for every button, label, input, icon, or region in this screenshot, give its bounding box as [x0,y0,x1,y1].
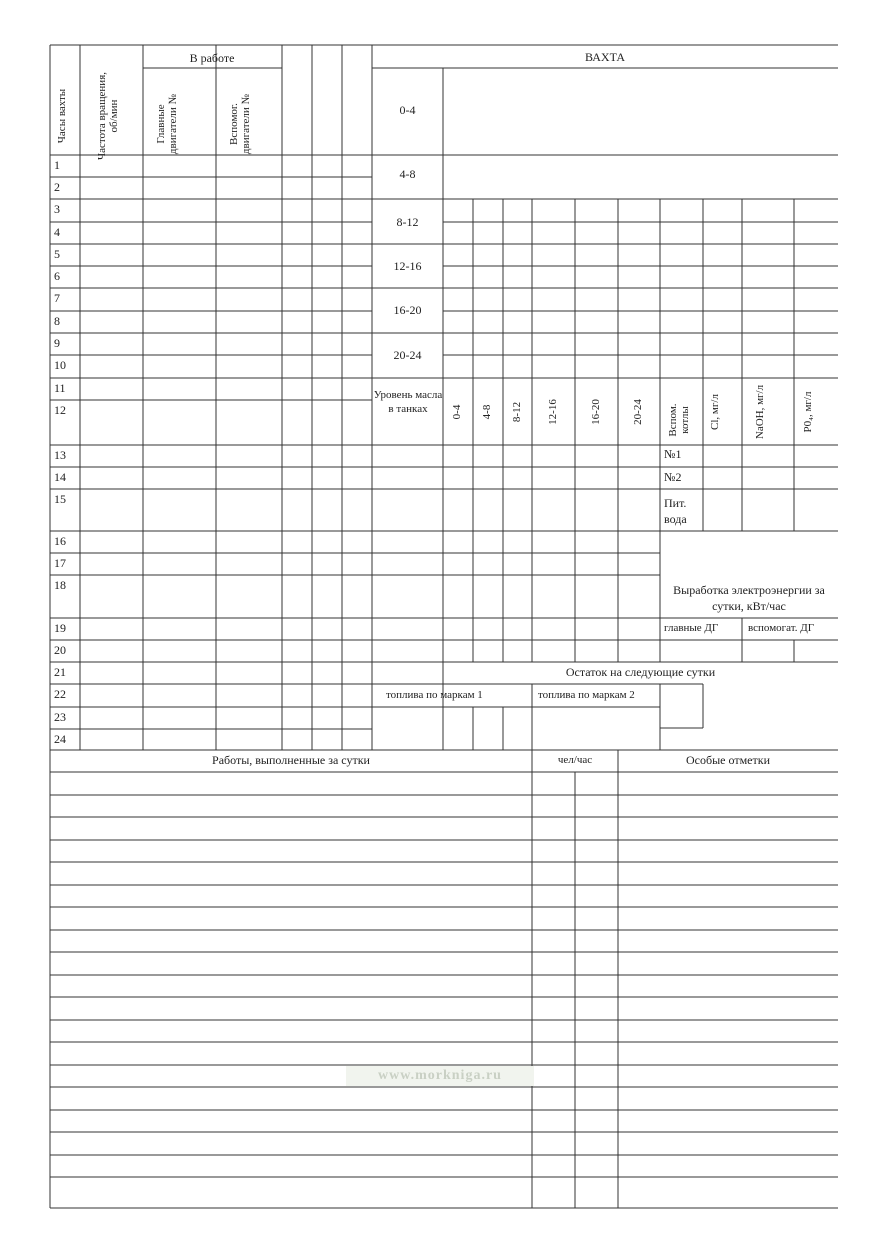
hour-5: 5 [54,247,60,261]
oil-column-12-16: 12-16 [546,399,559,425]
watch-title: ВАХТА [585,50,625,64]
hour-14: 14 [54,470,66,484]
oil-column-0-4: 0-4 [451,404,463,420]
in-work-header: В работе [189,51,235,65]
oil-level-label: Уровень масла в танках [373,389,443,415]
hour-18: 18 [54,578,66,592]
watch-period-20-24: 20-24 [393,348,422,362]
hour-8: 8 [54,314,60,328]
main-dg-label: главные ДГ [664,622,719,634]
electricity-title: Выработка электроэнергии за сутки, кВт/час [673,583,825,613]
watch-period-16-20: 16-20 [393,303,422,317]
hour-21: 21 [54,665,66,679]
hour-20: 20 [54,643,66,657]
man-hours-header: чел/час [557,754,593,766]
watch-period-12-16: 12-16 [393,259,422,273]
boiler-param-1: NaOH, мг/л [754,384,766,440]
hour-19: 19 [54,621,66,635]
oil-column-16-20: 16-20 [589,399,602,425]
hour-12: 12 [54,403,66,417]
hour-10: 10 [54,358,66,372]
fuel-grade-2: топлива по маркам 2 [538,689,635,701]
hour-17: 17 [54,556,66,570]
hour-6: 6 [54,269,60,283]
hour-15: 15 [54,492,66,506]
hour-13: 13 [54,448,66,462]
hour-22: 22 [54,687,66,701]
aux-engines-header: Вспомог. двигатели № [228,93,252,155]
rotation-header: Частота вращения, об/мин [96,71,120,161]
oil-column-20-24: 20-24 [632,399,644,425]
aux-dg-label: вспомогат. ДГ [748,622,815,634]
oil-column-4-8: 4-8 [481,404,493,420]
watch-period-8-12: 8-12 [396,215,419,229]
hour-3: 3 [54,202,60,216]
boiler-param-0: Cl, мг/л [708,394,721,430]
boilers-label: Вспом. котлы [667,403,691,437]
hour-9: 9 [54,336,60,350]
hour-2: 2 [54,180,60,194]
hour-24: 24 [54,732,66,746]
watch-hours-header: Часы вахты [56,88,68,144]
watch-period-4-8: 4-8 [399,167,416,181]
special-notes-header: Особые отметки [686,753,770,767]
hour-7: 7 [54,291,60,305]
boiler-param-2: P0₄, мг/л [802,391,814,433]
watermark: www.morkniga.ru [346,1066,534,1086]
main-engines-header: Главные двигатели № [155,93,179,155]
boiler-row-2: №2 [664,470,682,484]
boiler-row-1: №1 [664,447,682,461]
works-title: Работы, выполненные за сутки [212,753,370,767]
oil-column-8-12: 8-12 [510,401,523,423]
hour-4: 4 [54,225,60,239]
fuel-grade-1: топлива по маркам 1 [386,689,483,701]
hour-16: 16 [54,534,66,548]
hour-23: 23 [54,710,66,724]
boiler-row-feed-water: Пит. вода [664,496,687,526]
remainder-title: Остаток на следующие сутки [565,665,716,679]
hour-11: 11 [54,381,66,395]
hour-1: 1 [54,158,60,172]
watch-period-0-4: 0-4 [399,103,416,117]
